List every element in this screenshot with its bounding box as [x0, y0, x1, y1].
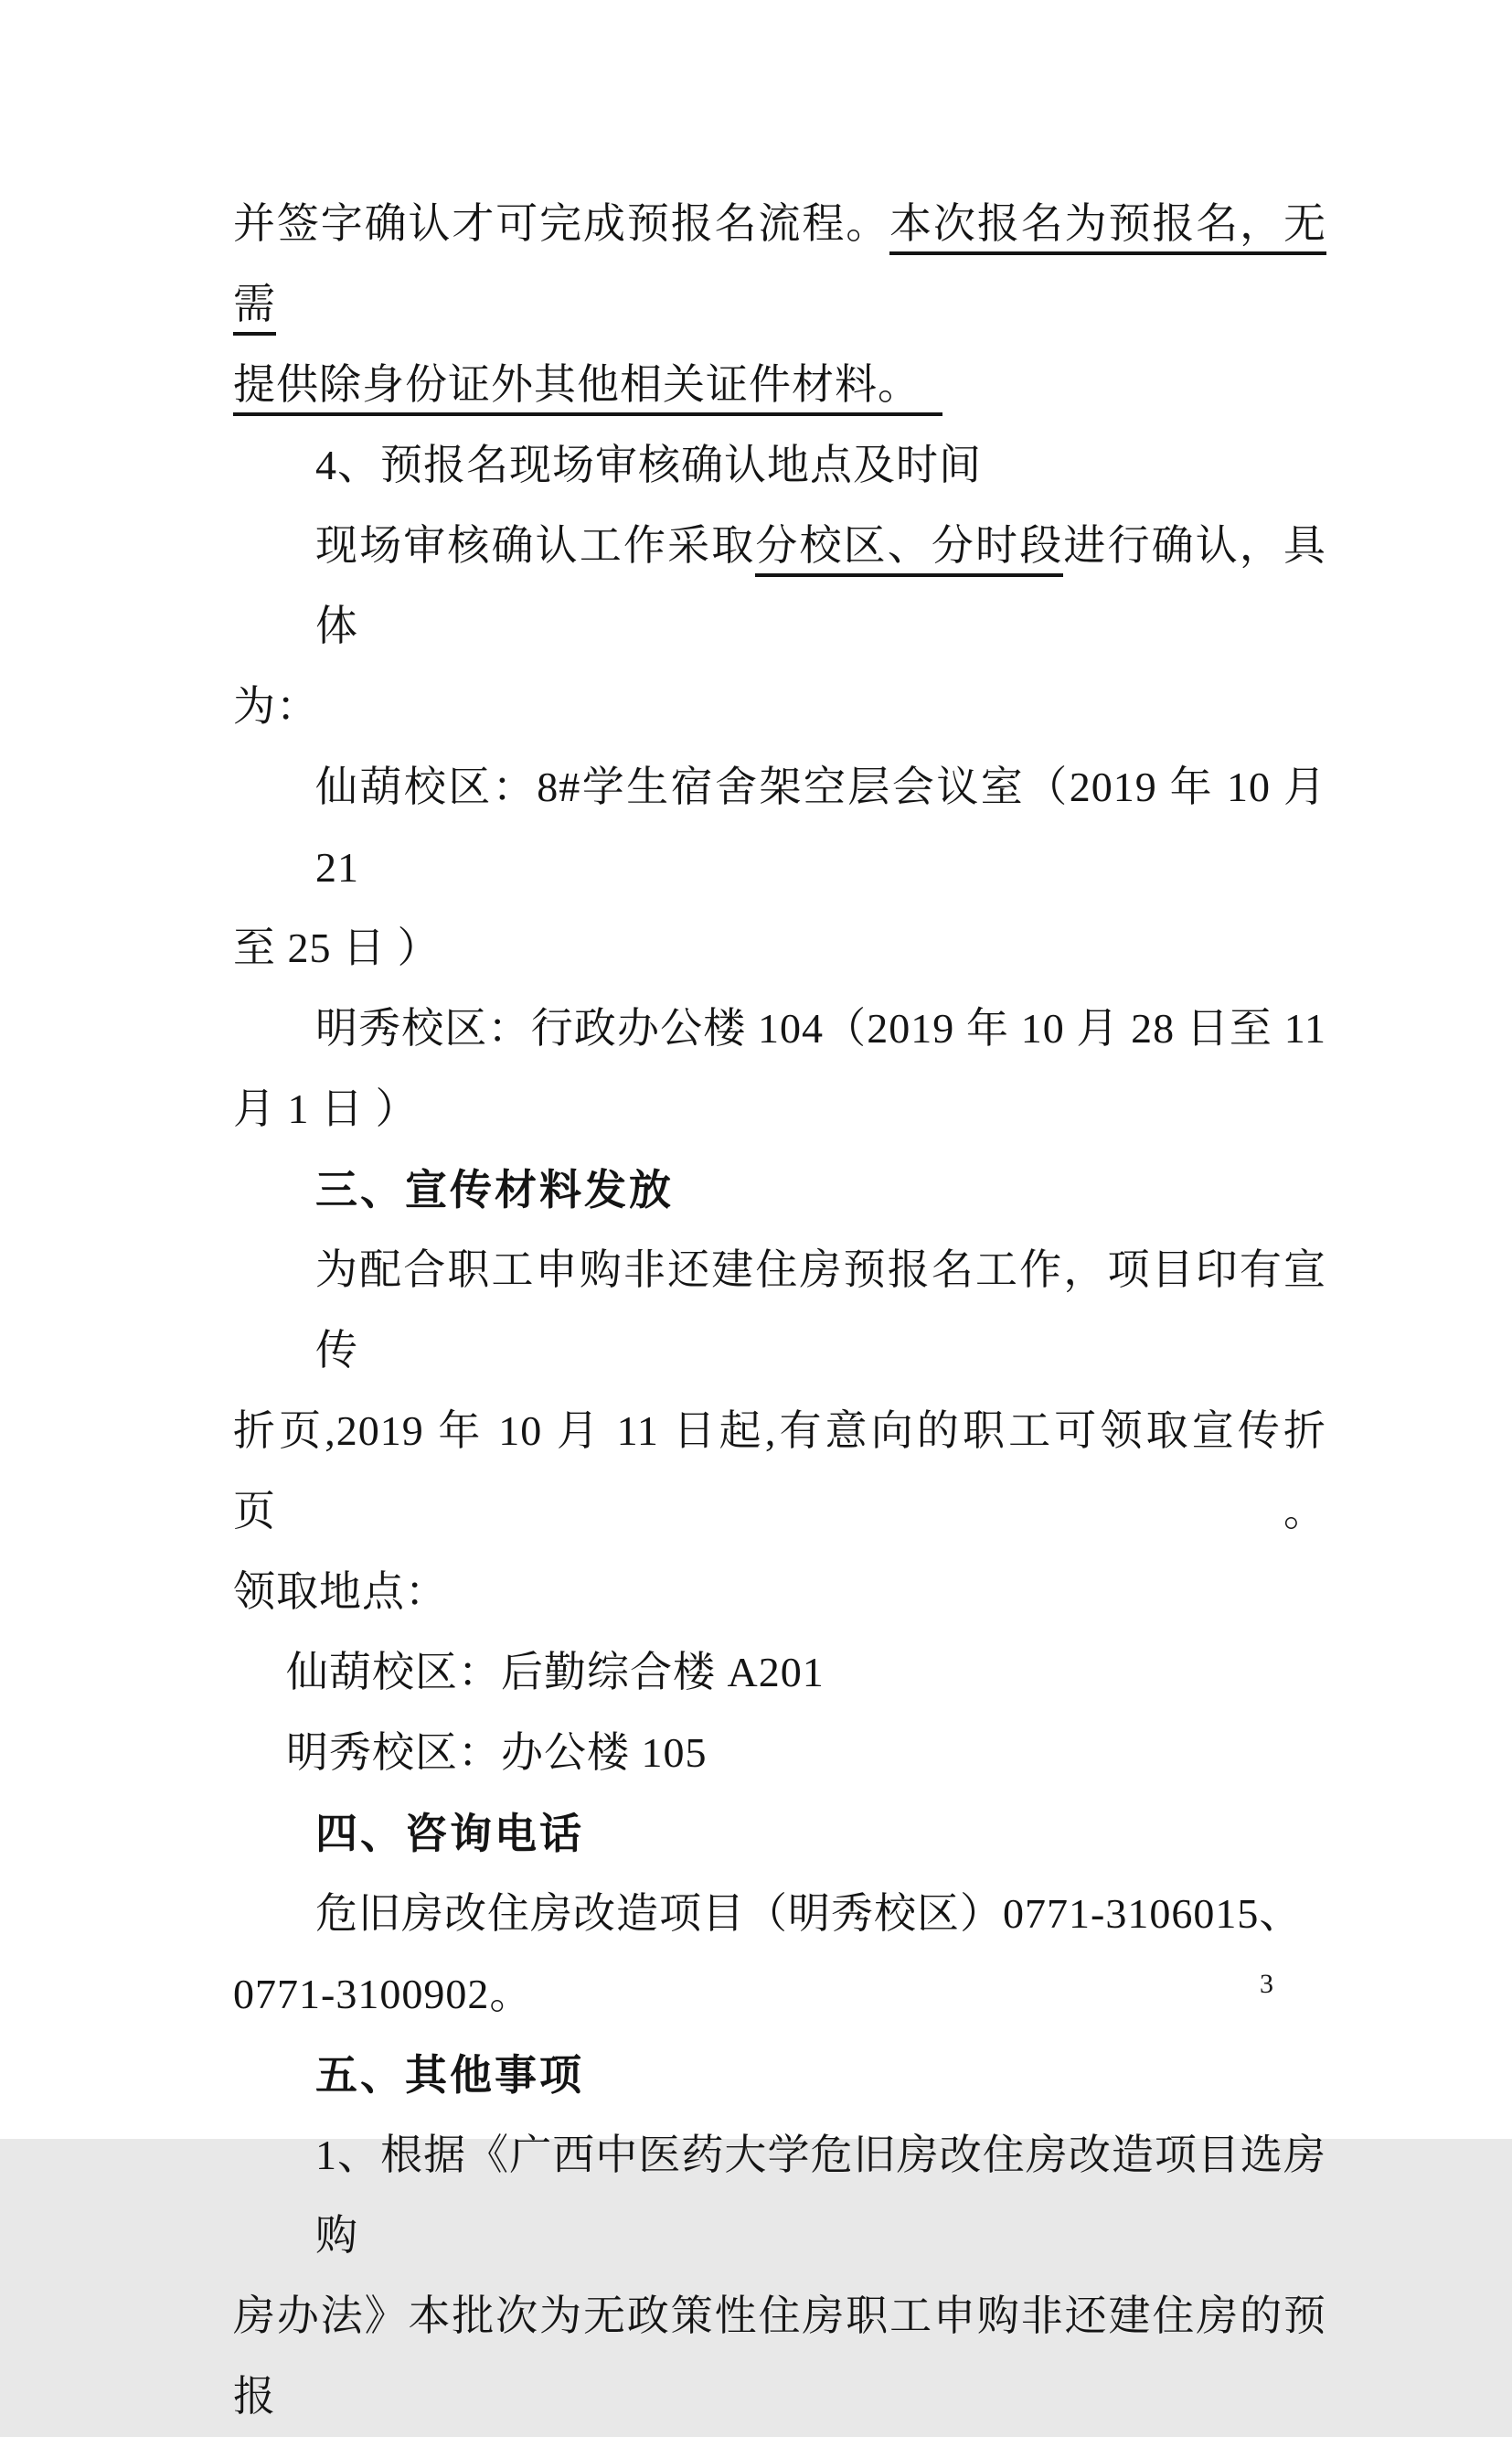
body-text: 0771-3100902。	[233, 1971, 533, 2017]
body-text: 领取地点：	[233, 1568, 448, 1615]
body-text: 明秀校区：行政办公楼 104（2019 年 10 月 28 日至 11	[315, 1005, 1326, 1052]
underlined-text: 本次报名为预报名，无需	[233, 200, 1326, 336]
doc-line	[315, 506, 1326, 667]
doc-line	[286, 1632, 1326, 1713]
page-number: 3	[1260, 1969, 1273, 1999]
section-heading-other	[315, 2035, 1326, 2115]
doc-line	[233, 1069, 1326, 1149]
body-text: 明秀校区：办公楼 105	[286, 1729, 708, 1776]
body-text: 仙葫校区：后勤综合楼 A201	[286, 1649, 825, 1695]
doc-line	[315, 989, 1326, 1069]
body-text: 为：	[233, 683, 319, 730]
underlined-text: 分校区、分时段	[755, 522, 1063, 577]
doc-line	[233, 184, 1326, 345]
body-text: 危旧房改住房改造项目（明秀校区）0771-3106015、	[315, 1890, 1303, 1937]
doc-line	[233, 1552, 1326, 1632]
body-text: 现场审核确认工作采取	[315, 522, 756, 569]
doc-line	[315, 425, 1326, 506]
heading-text: 四、咨询电话	[315, 1810, 584, 1857]
body-text: 4、预报名现场审核确认地点及时间	[315, 442, 982, 488]
body-text: 进行确认，具体	[315, 522, 1327, 649]
body-text: 房办法》本批次为无政策性住房职工申购非还建住房的预报	[233, 2293, 1326, 2420]
doc-line	[286, 1713, 1326, 1793]
body-text: 1、根据《广西中医药大学危旧房改住房改造项目选房购	[315, 2132, 1326, 2259]
section-heading-publicity	[315, 1149, 1326, 1230]
doc-line	[233, 1391, 1326, 1552]
body-text: 仙葫校区：8#学生宿舍架空层会议室（2019 年 10 月 21	[315, 764, 1338, 891]
doc-line	[315, 747, 1338, 908]
body-text: 月 1 日 ）	[233, 1085, 419, 1132]
heading-text: 五、其他事项	[315, 2051, 584, 2099]
section-heading-phone	[315, 1793, 1326, 1874]
doc-line	[315, 2115, 1326, 2276]
doc-line	[233, 345, 1326, 425]
underlined-text: 提供除身份证外其他相关证件材料。	[233, 361, 942, 416]
heading-text: 三、宣传材料发放	[315, 1166, 674, 1213]
doc-line	[233, 908, 1326, 989]
document-body	[233, 184, 1338, 2437]
doc-line	[233, 2276, 1326, 2437]
body-text: 为配合职工申购非还建住房预报名工作，项目印有宣传	[315, 1246, 1326, 1373]
body-text: 至 25 日 ）	[233, 925, 441, 971]
doc-line	[315, 1874, 1326, 1954]
body-text: 并签字确认才可完成预报名流程。	[233, 200, 890, 247]
doc-line	[315, 1230, 1326, 1391]
doc-line	[233, 667, 1326, 747]
doc-line	[233, 1954, 1326, 2035]
body-text: 折页,2019 年 10 月 11 日起,有意向的职工可领取宣传折页。	[233, 1407, 1326, 1534]
